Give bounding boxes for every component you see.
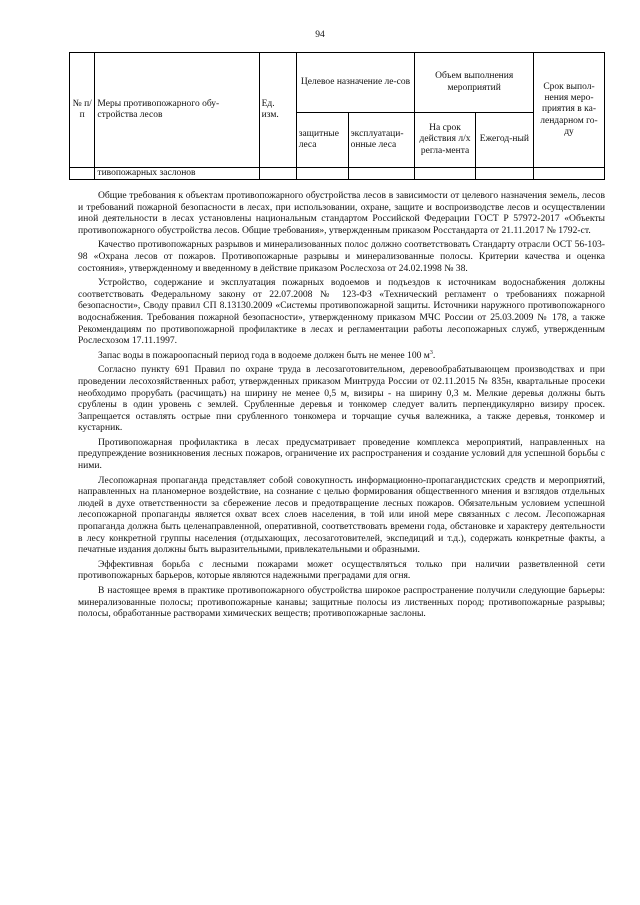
paragraph: Согласно пункту 691 Правил по охране труда в лесозаготовительном, деревообрабатывающем производствах и при проведении лесохозяйственных работ, утвержденных приказом Минтруда России от 02.11.2015 № 835н, квартальные просеки необходимо прорубать (расчищать) на ширину не менее 0,5 м, визиры - на ширину 0,3 м. Мелкие деревья должны быть срублены в один уровень с землей. Срубленные деревья и тонкомер следует валить перпендикулярно визиру просек. Запрещается оставлять острые пни срубленного тонкомера и торчащие сучья валежника, а также деревья, тонкомер и кустарник. xyxy=(78,364,605,434)
paragraph-water-volume xyxy=(78,350,605,362)
table-cell xyxy=(348,168,415,180)
header-volume-term: На срок действия л/х регла-мента xyxy=(415,113,475,168)
table-cell xyxy=(259,168,296,180)
table-cell xyxy=(533,168,604,180)
header-purpose-exploitation: эксплуатаци-онные леса xyxy=(348,113,415,168)
paragraph: Устройство, содержание и эксплуатация пожарных водоемов и подъездов к источникам водоснабжения должны соответствовать Федеральному закону от 22.07.2008 № 123-ФЗ «Технический регламент о требованиях пожарной безопасности», Своду правил СП 8.13130.2009 «Системы противопожарной защиты. Источники наружного противопожарного водоснабжения. Требования пожарной безопасности», утвержденному приказом МЧС России от 25.03.2009 № 178, а также Рекомендациям по противопожарной профилактике в лесах и регламентации работы лесопожарных служб, утвержденным Рослесхозом 17.11.1997. xyxy=(78,277,605,347)
header-measures: Меры противопожарного обу-стройства лесов xyxy=(95,53,259,168)
table-cell xyxy=(475,168,533,180)
table-cell-measure: тивопожарных заслонов xyxy=(95,168,259,180)
paragraph: Эффективная борьба с лесными пожарами может осуществляться только при наличии разветвленной сети противопожарных барьеров, которые являются надежными преградами для огня. xyxy=(78,558,605,582)
table-cell xyxy=(415,168,475,180)
table-row xyxy=(70,168,605,180)
paragraph: Общие требования к объектам противопожарного обустройства лесов в зависимости от целевого назначения земель, лесов и требований пожарной безопасности в лесах, при использовании, охране, защите и воспроизводстве лесов и осуществлении иной деятельности в лесах установлены национальным стандартом Российской Федерации ГОСТ Р 57972-2017 «Объекты противопожарного обустройства лесов. Общие требования», утвержденным приказом Росстандарта от 21.11.2017 № 1792-ст. xyxy=(78,190,605,236)
table-cell xyxy=(296,168,348,180)
paragraph: В настоящее время в практике противопожарного обустройства широкое распространение получили следующие барьеры: минерализованные полосы; противопожарные канавы; защитные полосы из лиственных пород; противопожарные разрывы; полосы, обработанные растворами химических веществ; противопожарные заслоны. xyxy=(78,585,605,620)
header-num: № п/п xyxy=(70,53,95,168)
water-volume-text: Запас воды в пожароопасный период года в водоеме должен быть не менее 100 м xyxy=(98,349,430,361)
header-purpose: Целевое назначение ле-сов xyxy=(296,53,415,113)
header-purpose-protective: защитные леса xyxy=(296,113,348,168)
header-volume: Объем выполнения мероприятий xyxy=(415,53,534,113)
measures-table xyxy=(69,52,605,180)
document-body xyxy=(78,190,605,623)
paragraph: Противопожарная профилактика в лесах предусматривает проведение комплекса мероприятий, направленных на предупреждение возникновения лесных пожаров, ограничение их распространения и создание условий для успешной борьбы с ними. xyxy=(78,436,605,472)
header-unit: Ед. изм. xyxy=(259,53,296,168)
header-deadline: Срок выпол-нения меро-приятия в ка-лендарном го-ду xyxy=(533,53,604,168)
table-cell xyxy=(70,168,95,180)
superscript: 3 xyxy=(429,349,433,356)
paragraph: Лесопожарная пропаганда представляет собой совокупность информационно-пропагандистских средств и мероприятий, направленных на планомерное воздействие, на сознание с целью формирования общественного мнения и взглядов отдельных людей в духе ответственности за сбережение лесов и предотвращение лесных пожаров. Обязательным условием успешной лесопожарной пропаганды является охват всех слоев населения, в той или иной мере связанных с лесом. Лесопожарная пропаганда должна быть целенаправленной, оперативной, соответствовать времени года, обстановке и характеру деятельности в лесу конкретной группы населения (отдыхающих, лесозаготовителей, экспедиций и т.д.), содержать конкретные факты, а печатные издания должны быть выразительными, привлекательными и образными. xyxy=(78,474,605,556)
sentence-end: . xyxy=(432,349,436,361)
page-number: 94 xyxy=(315,30,325,40)
paragraph: Качество противопожарных разрывов и минерализованных полос должно соответствовать Стандарту отрасли ОСТ 56-103-98 «Охрана лесов от пожаров. Противопожарные разрывы и минерализованные полосы. Критерии качества и оценка состояния», утвержденному и введенному в действие приказом Рослесхоза от 24.02.1998 № 38. xyxy=(78,239,605,274)
header-volume-annual: Ежегод-ный xyxy=(475,113,533,168)
